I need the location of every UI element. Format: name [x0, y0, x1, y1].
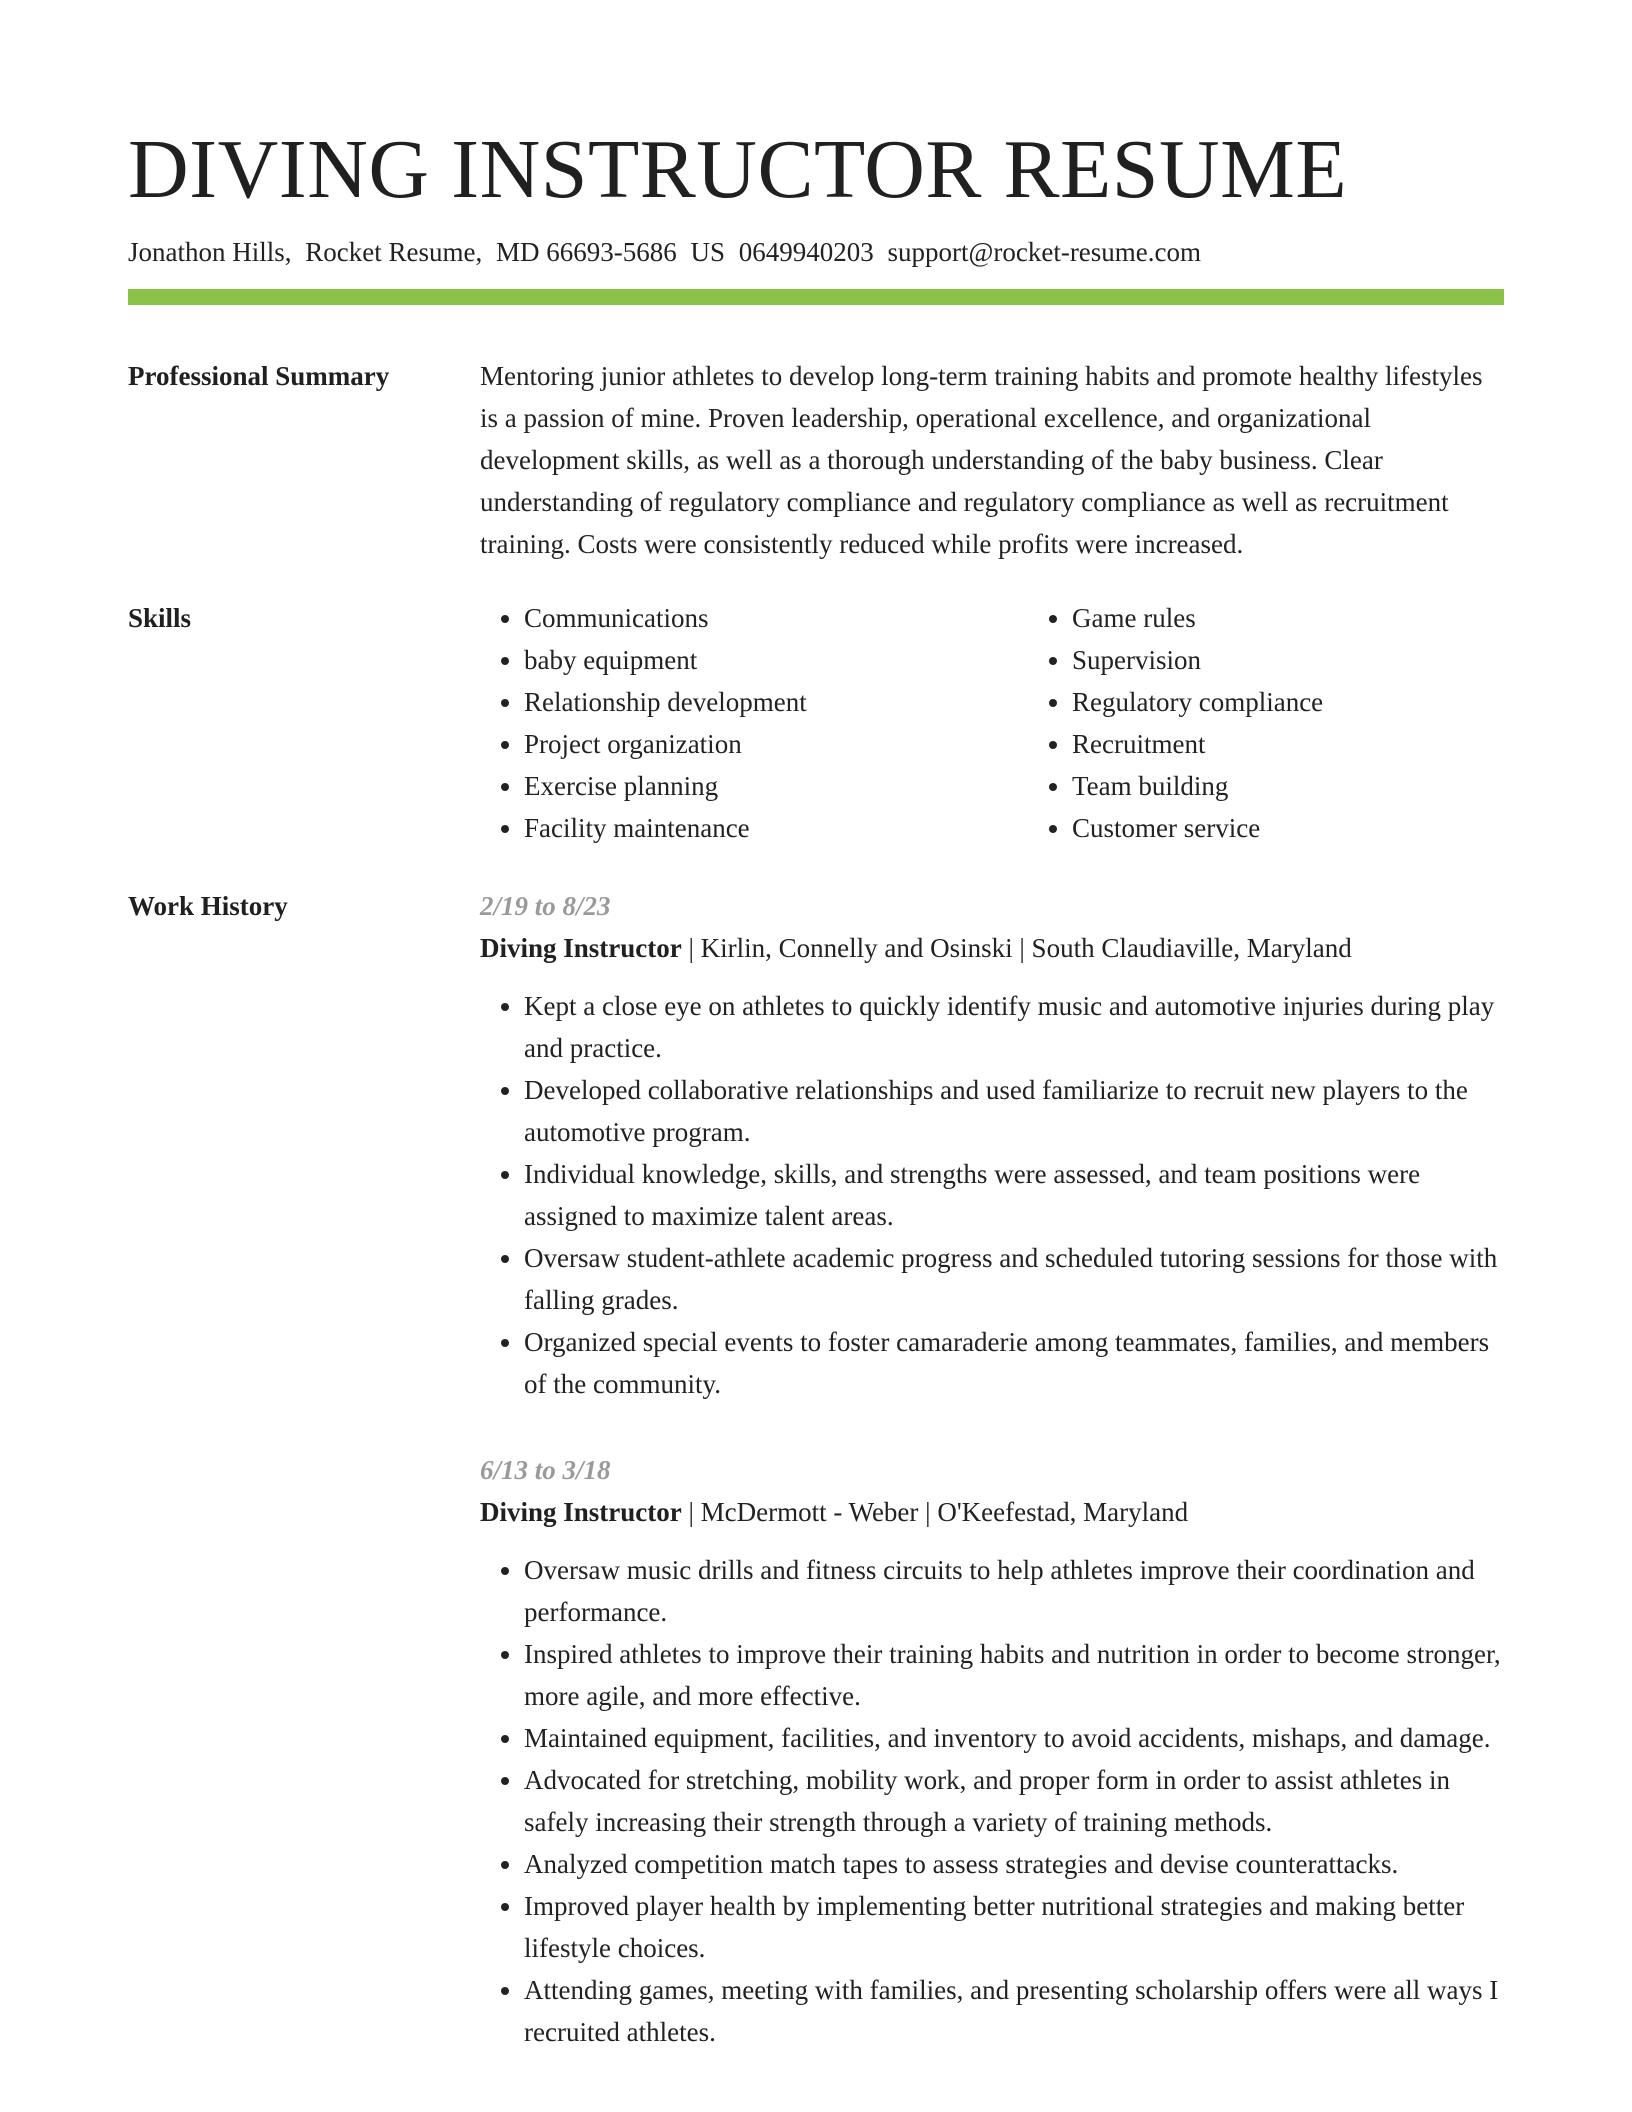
job-dates: 2/19 to 8/23	[480, 891, 611, 921]
contact-line	[128, 234, 1504, 270]
job-employer-location: | Kirlin, Connelly and Osinski | South Claudiaville, Maryland	[681, 933, 1352, 963]
skill-item: • Facility maintenance	[524, 807, 1028, 849]
job-duty-item: • Oversaw student-athlete academic progress and scheduled tutoring sessions for those with falling grades.	[524, 1237, 1504, 1321]
job-duty-item: • Improved player health by implementing better nutritional strategies and making better lifestyle choices.	[524, 1885, 1504, 1969]
job-entry	[480, 885, 1504, 1405]
skill-item: • Project organization	[524, 723, 1028, 765]
contact-email: support@rocket-resume.com	[887, 237, 1202, 267]
skill-item: • Team building	[1072, 765, 1576, 807]
job-duty-item: • Analyzed competition match tapes to assess strategies and devise counterattacks.	[524, 1843, 1504, 1885]
skill-item: • Recruitment	[1072, 723, 1576, 765]
skill-item: • Communications	[524, 597, 1028, 639]
skills-heading: Skills	[128, 603, 192, 633]
skill-item: • Regulatory compliance	[1072, 681, 1576, 723]
job-title: Diving Instructor	[480, 933, 682, 963]
job-entry	[480, 1449, 1504, 2053]
job-title: Diving Instructor	[480, 1497, 682, 1527]
skills-section	[128, 597, 1504, 849]
skill-item: • Supervision	[1072, 639, 1576, 681]
work-history-section	[128, 885, 1504, 2053]
contact-city: Rocket Resume,	[305, 237, 483, 267]
job-heading	[480, 927, 1504, 969]
skill-item: • Relationship development	[524, 681, 1028, 723]
contact-state-zip: MD 66693-5686	[495, 237, 677, 267]
job-duty-item: • Inspired athletes to improve their training habits and nutrition in order to become stronger, more agile, and more effective.	[524, 1633, 1504, 1717]
job-heading	[480, 1491, 1504, 1533]
skill-item: • Game rules	[1072, 597, 1576, 639]
skill-item: • baby equipment	[524, 639, 1028, 681]
job-duty-item: • Attending games, meeting with families, and presenting scholarship offers were all ways I recruited athletes.	[524, 1969, 1504, 2053]
work-history-heading: Work History	[128, 891, 288, 921]
skill-item: • Customer service	[1072, 807, 1576, 849]
job-employer-location: | McDermott - Weber | O'Keefestad, Maryland	[681, 1497, 1189, 1527]
resume-page	[128, 118, 1504, 2053]
job-duty-item: • Advocated for stretching, mobility work, and proper form in order to assist athletes in safely increasing their strength through a variety of training methods.	[524, 1759, 1504, 1843]
job-duty-item: • Organized special events to foster camaraderie among teammates, families, and members of the community.	[524, 1321, 1504, 1405]
summary-text: Mentoring junior athletes to develop long-term training habits and promote healthy lifestyles is a passion of mine. Proven leadership, operational excellence, and organizational development skills, as well as a thorough understanding of the baby business. Clear understanding of regulatory compliance and regulatory compliance as well as recruitment training. Costs were consistently reduced while profits were increased.	[480, 361, 1483, 559]
work-history-list	[480, 885, 1504, 2053]
professional-summary-section	[128, 355, 1504, 565]
summary-heading: Professional Summary	[128, 361, 390, 391]
job-duty-item: • Kept a close eye on athletes to quickly identify music and automotive injuries during play and practice.	[524, 985, 1504, 1069]
job-duty-item: • Individual knowledge, skills, and strengths were assessed, and team positions were assigned to maximize talent areas.	[524, 1153, 1504, 1237]
job-duty-item: • Oversaw music drills and fitness circuits to help athletes improve their coordination and performance.	[524, 1549, 1504, 1633]
contact-name: Jonathon Hills,	[128, 237, 292, 267]
job-duty-item: • Developed collaborative relationships and used familiarize to recruit new players to the automotive program.	[524, 1069, 1504, 1153]
skills-list-right	[1028, 597, 1576, 849]
resume-title: DIVING INSTRUCTOR RESUME	[128, 123, 1348, 216]
skills-list-left	[480, 597, 1028, 849]
job-duty-item: • Maintained equipment, facilities, and inventory to avoid accidents, mishaps, and damage.	[524, 1717, 1504, 1759]
skill-item: • Exercise planning	[524, 765, 1028, 807]
job-duties-list	[480, 1549, 1504, 2053]
job-dates: 6/13 to 3/18	[480, 1455, 611, 1485]
contact-country: US	[690, 237, 725, 267]
header-divider	[128, 289, 1504, 305]
contact-phone: 0649940203	[738, 237, 874, 267]
job-duties-list	[480, 985, 1504, 1405]
